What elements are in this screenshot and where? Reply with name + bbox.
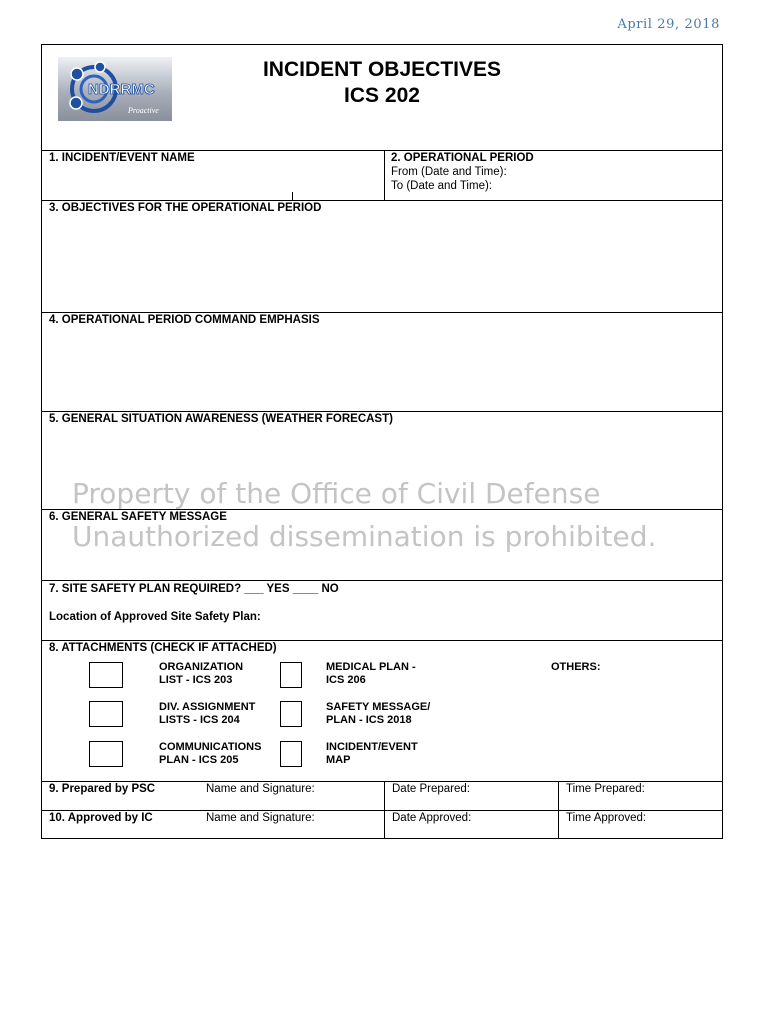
attachments-label: 8. ATTACHMENTS (CHECK IF ATTACHED): [49, 642, 277, 654]
incident-name-label: 1. INCIDENT/EVENT NAME: [49, 152, 195, 164]
ics202-form: [41, 44, 723, 839]
prepared-by-label: 9. Prepared by PSC: [49, 783, 156, 795]
divider: [42, 580, 722, 581]
divider: [42, 200, 722, 201]
div-assignment-label: DIV. ASSIGNMENT LISTS - ICS 204: [159, 701, 256, 726]
op-period-from: From (Date and Time):: [391, 166, 507, 178]
divider: [42, 150, 722, 151]
divider: [42, 411, 722, 412]
divider: [42, 781, 722, 782]
medical-plan-checkbox[interactable]: [280, 662, 302, 688]
incident-map-checkbox[interactable]: [280, 741, 302, 767]
divider: [42, 810, 722, 811]
communications-plan-label: COMMUNICATIONS PLAN - ICS 205: [159, 741, 262, 766]
medical-plan-label: MEDICAL PLAN - ICS 206: [326, 661, 416, 686]
divider: [558, 781, 559, 839]
watermark-line-1: Property of the Office of Civil Defense: [72, 477, 601, 510]
communications-plan-checkbox[interactable]: [89, 741, 123, 767]
divider: [42, 509, 722, 510]
incident-map-label: INCIDENT/EVENT MAP: [326, 741, 418, 766]
divider: [384, 781, 385, 839]
site-safety-location-label: Location of Approved Site Safety Plan:: [49, 611, 261, 623]
divider: [292, 192, 293, 200]
op-period-to: To (Date and Time):: [391, 180, 492, 192]
safety-message-label: 6. GENERAL SAFETY MESSAGE: [49, 511, 227, 523]
command-emphasis-label: 4. OPERATIONAL PERIOD COMMAND EMPHASIS: [49, 314, 320, 326]
div-assignment-checkbox[interactable]: [89, 701, 123, 727]
safety-message-checkbox[interactable]: [280, 701, 302, 727]
form-title: INCIDENT OBJECTIVES: [262, 58, 502, 81]
approved-name-field[interactable]: Name and Signature:: [206, 812, 315, 824]
safety-message-plan-label: SAFETY MESSAGE/ PLAN - ICS 2018: [326, 701, 431, 726]
prepared-name-field[interactable]: Name and Signature:: [206, 783, 315, 795]
others-label: OTHERS:: [551, 661, 601, 673]
date-prepared-field[interactable]: Date Prepared:: [392, 783, 470, 795]
org-list-checkbox[interactable]: [89, 662, 123, 688]
approved-by-label: 10. Approved by IC: [49, 812, 153, 824]
org-list-label: ORGANIZATION LIST - ICS 203: [159, 661, 244, 686]
divider: [384, 150, 385, 200]
svg-text:NDRRMC: NDRRMC: [88, 81, 155, 98]
situation-awareness-label: 5. GENERAL SITUATION AWARENESS (WEATHER FORECAST): [49, 413, 393, 425]
divider: [42, 312, 722, 313]
date-approved-field[interactable]: Date Approved:: [392, 812, 472, 824]
operational-period-label: 2. OPERATIONAL PERIOD: [391, 152, 534, 164]
document-date: April 29, 2018: [617, 17, 720, 32]
time-prepared-field[interactable]: Time Prepared:: [566, 783, 645, 795]
site-safety-plan-label: 7. SITE SAFETY PLAN REQUIRED? ___ YES ____ NO: [49, 583, 339, 595]
form-subtitle: ICS 202: [344, 84, 420, 107]
divider: [42, 640, 722, 641]
time-approved-field[interactable]: Time Approved:: [566, 812, 647, 824]
ndrrmc-logo: [58, 57, 172, 121]
watermark-line-2: Unauthorized dissemination is prohibited.: [72, 520, 657, 553]
svg-text:Proactive: Proactive: [128, 106, 159, 115]
objectives-label: 3. OBJECTIVES FOR THE OPERATIONAL PERIOD: [49, 202, 322, 214]
